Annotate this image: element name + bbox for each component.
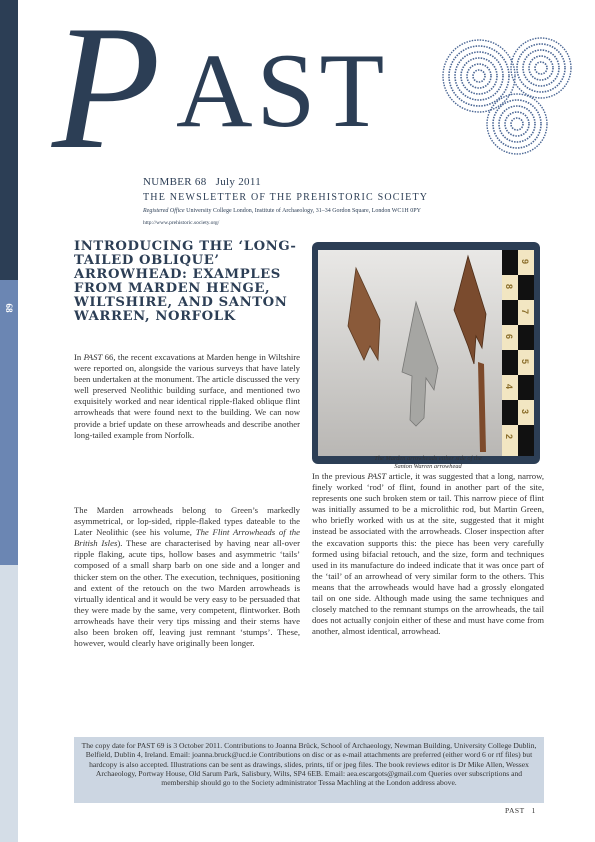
scale-tick-label: 5 xyxy=(520,359,530,365)
article-paragraph-1: In PAST 66, the recent excavations at Marden henge in Wiltshire were reported on, alongside the various surveys that have lately been undertaken at the monument. The article discussed the very well preserved Neolithic building surface, and mentioned two exquisitely worked and near identical ripple-flaked oblique flint arrowheads that were found next to the building. We can now provide a brief update on these arrowheads and describe another long-tailed example from Norfolk. xyxy=(74,352,300,440)
copy-date-notice: The copy date for PAST 69 is 3 October 2011. Contributions to Joanna Brück, School of Archaeology, Newman Building, University College Dublin, Belfield, Dublin 4, Ireland. Email: joanna.bruck@ucd.ie Contributions on disc or as e-mail attachments are preferred (either word 6 or rtf files) but hardcopy is also accepted. Illustrations can be sent as drawings, slides, prints, tif or jpeg files. The book reviews editor is Dr Mike Allen, Wessex Archaeology, Portway House, Old Sarum Park, Salisbury, Wilts, SP4 6EB. Email: aea.escargots@gmail.com Queries over subscriptions and membership should go to the Society administrator Tessa Machling at the London address above. xyxy=(74,737,544,803)
photo-caption-line-1: The Marden arrowheads either side of the xyxy=(374,455,482,462)
side-tab-top xyxy=(0,0,18,280)
scale-tick-label: 4 xyxy=(504,384,514,390)
side-tab-bottom xyxy=(0,565,18,842)
newsletter-subtitle: THE NEWSLETTER OF THE PREHISTORIC SOCIETY xyxy=(143,192,429,203)
scale-tick-label: 8 xyxy=(504,284,514,290)
registered-office-label: Registered Office xyxy=(143,208,185,214)
society-url: http://www.prehistoric.society.org/ xyxy=(143,220,220,226)
arrowheads-photo xyxy=(318,250,534,456)
masthead-letters-ast: AST xyxy=(176,32,389,149)
side-tab-page-number: 68 xyxy=(4,303,14,313)
issue-line: NUMBER 68 July 2011 xyxy=(143,176,262,188)
scale-tick-label: 2 xyxy=(504,434,514,440)
article-paragraph-2: The Marden arrowheads belong to Green’s markedly asymmetrical, or lop-sided, ripple-flaked types dateable to the Later Neolithic (see his volume, The Flint Arrowheads of the British Isles). These are characterised by having near all-over ripple flaking, acute tips, hollow bases and asymmetric ‘tails’ composed of a small sharp barb on one side and a longer and thicker stem on the other. The execution, techniques, positioning and extent of the retouch on the two Marden arrowheads is virtually identical and it would be very easy to be persuaded that they were made by the same, very competent, flintworker. Both arrowheads have their very tips missing and their stems have also been broken off, leaving just remnant ‘stumps’. These, however, would clearly have originally been longer. xyxy=(74,505,301,649)
registered-office-address: University College London, Institute of Archaeology, 31–34 Gordon Square, London WC1H 0PY xyxy=(186,208,421,214)
article-headline: INTRODUCING THE ‘LONG-TAILED OBLIQUE’ ARROWHEAD: EXAMPLES FROM MARDEN HENGE, WILTSHIRE, AND SANTON WARREN, NORFOLK xyxy=(74,239,297,324)
photo-caption-line-2: Santon Warren arrowhead xyxy=(394,463,462,470)
scale-tick-label: 6 xyxy=(504,334,514,340)
scale-tick-label: 3 xyxy=(520,409,530,415)
arrowheads-illustration xyxy=(318,250,534,456)
side-tab-middle xyxy=(0,280,18,565)
article-paragraph-3: In the previous PAST article, it was suggested that a long, narrow, finely worked ‘rod’ of flint, found in another part of the site, represents one such broken stem or tail. This narrow piece of flint was initially assumed to be a microlithic rod, but Martin Green, who briefly worked with us at the site, suggested that it might instead be associated with the arrowheads. Closer inspection after the excavation supports this: the piece has been very carefully formed using bifacial retouch, and the size, form and techniques used in its manufacture do indeed indicate that it was once part of the ‘tail’ of an arrowhead of very similar form to the others. This means that the arrowheads would have had a grossly elongated tail on one side. Although made using the same techniques and closely matched to the remnant stumps on the arrowheads, the tail does not actually conjoin either of these and must have come from another, almost identical, arrowhead. xyxy=(312,471,544,637)
masthead-letter-p: P xyxy=(52,0,157,186)
scale-tick-label: 9 xyxy=(520,259,530,265)
photo-caption xyxy=(312,455,544,471)
scale-tick-label: 7 xyxy=(520,309,530,315)
registered-office xyxy=(143,208,421,214)
page-folio: PAST 1 xyxy=(505,806,536,815)
triple-spiral-logo xyxy=(437,30,587,162)
